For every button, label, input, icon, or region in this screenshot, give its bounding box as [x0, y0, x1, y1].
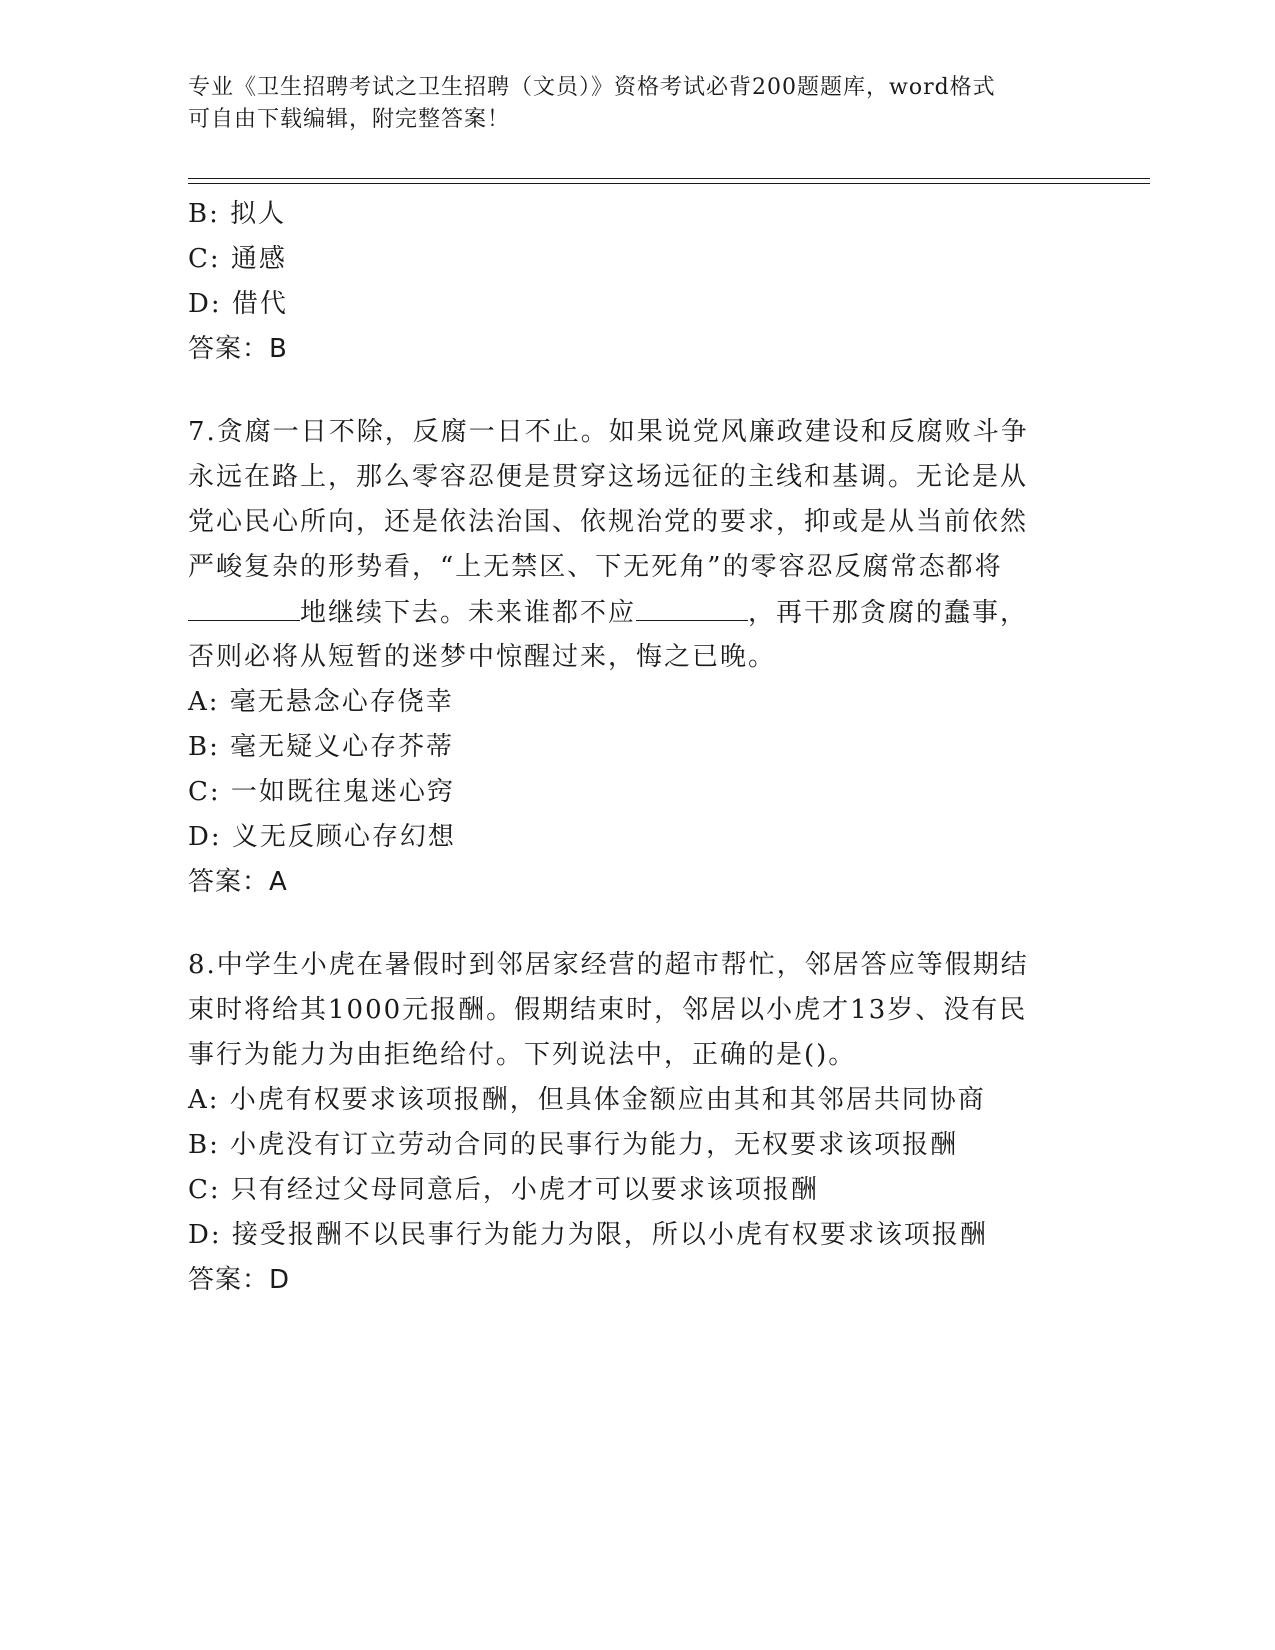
question-text-line: 严峻复杂的形势看，“上无禁区、下无死角”的零容忍反腐常态都将 — [188, 552, 1003, 582]
spacer — [188, 905, 1068, 943]
header-divider-bottom — [188, 183, 1150, 184]
header-title-line-1: 专业《卫生招聘考试之卫生招聘（文员）》资格考试必背200题题库，word格式 — [188, 75, 996, 100]
header-divider-top — [188, 178, 1150, 179]
document-body — [188, 192, 1068, 1303]
question-text-line: 8.中学生小虎在暑假时到邻居家经营的超市帮忙，邻居答应等假期结 — [188, 950, 1029, 980]
option-d: D: 接受报酬不以民事行为能力为限，所以小虎有权要求该项报酬 — [188, 1220, 988, 1250]
spacer — [188, 372, 1068, 410]
document-header — [188, 72, 1068, 136]
blank-line-text-end: ，再干那贪腐的蠢事， — [748, 598, 1029, 628]
option-b: B: 小虎没有订立劳动合同的民事行为能力，无权要求该项报酬 — [188, 1130, 959, 1160]
option-a: A: 小虎有权要求该项报酬，但具体金额应由其和其邻居共同协商 — [188, 1085, 986, 1115]
prev-question — [188, 192, 1068, 372]
option-a: A: 毫无悬念心存侥幸 — [188, 687, 454, 717]
question-text-line: 党心民心所向，还是依法治国、依规治党的要求，抑或是从当前依然 — [188, 507, 1029, 537]
question-text-line: 事行为能力为由拒绝给付。下列说法中，正确的是()。 — [188, 1040, 857, 1070]
option-c: C: 一如既往鬼迷心窍 — [188, 777, 455, 807]
option-d: D: 借代 — [188, 289, 288, 319]
question-blank-line — [188, 590, 1068, 635]
option-b: B: 拟人 — [188, 199, 287, 229]
question-text-line: 束时将给其1000元报酬。假期结束时，邻居以小虎才13岁、没有民 — [188, 995, 1028, 1025]
question-7 — [188, 410, 1068, 905]
fill-blank-2 — [636, 590, 748, 621]
question-text-line: 7.贪腐一日不除，反腐一日不止。如果说党风廉政建设和反腐败斗争 — [188, 417, 1029, 447]
fill-blank-1 — [188, 590, 300, 621]
blank-line-text: 地继续下去。未来谁都不应 — [300, 598, 637, 628]
header-title-line-2: 可自由下载编辑，附完整答案！ — [188, 107, 511, 132]
answer-line: 答案：B — [188, 334, 288, 364]
option-c: C: 只有经过父母同意后，小虎才可以要求该项报酬 — [188, 1175, 819, 1205]
question-text-line: 永远在路上，那么零容忍便是贯穿这场远征的主线和基调。无论是从 — [188, 462, 1029, 492]
option-d: D: 义无反顾心存幻想 — [188, 822, 456, 852]
option-c: C: 通感 — [188, 244, 287, 274]
answer-line: 答案：A — [188, 867, 288, 897]
question-text-line: 否则必将从短暂的迷梦中惊醒过来，悔之已晚。 — [188, 642, 777, 672]
question-8 — [188, 943, 1068, 1303]
answer-line: 答案：D — [188, 1265, 291, 1295]
option-b: B: 毫无疑义心存芥蒂 — [188, 732, 455, 762]
